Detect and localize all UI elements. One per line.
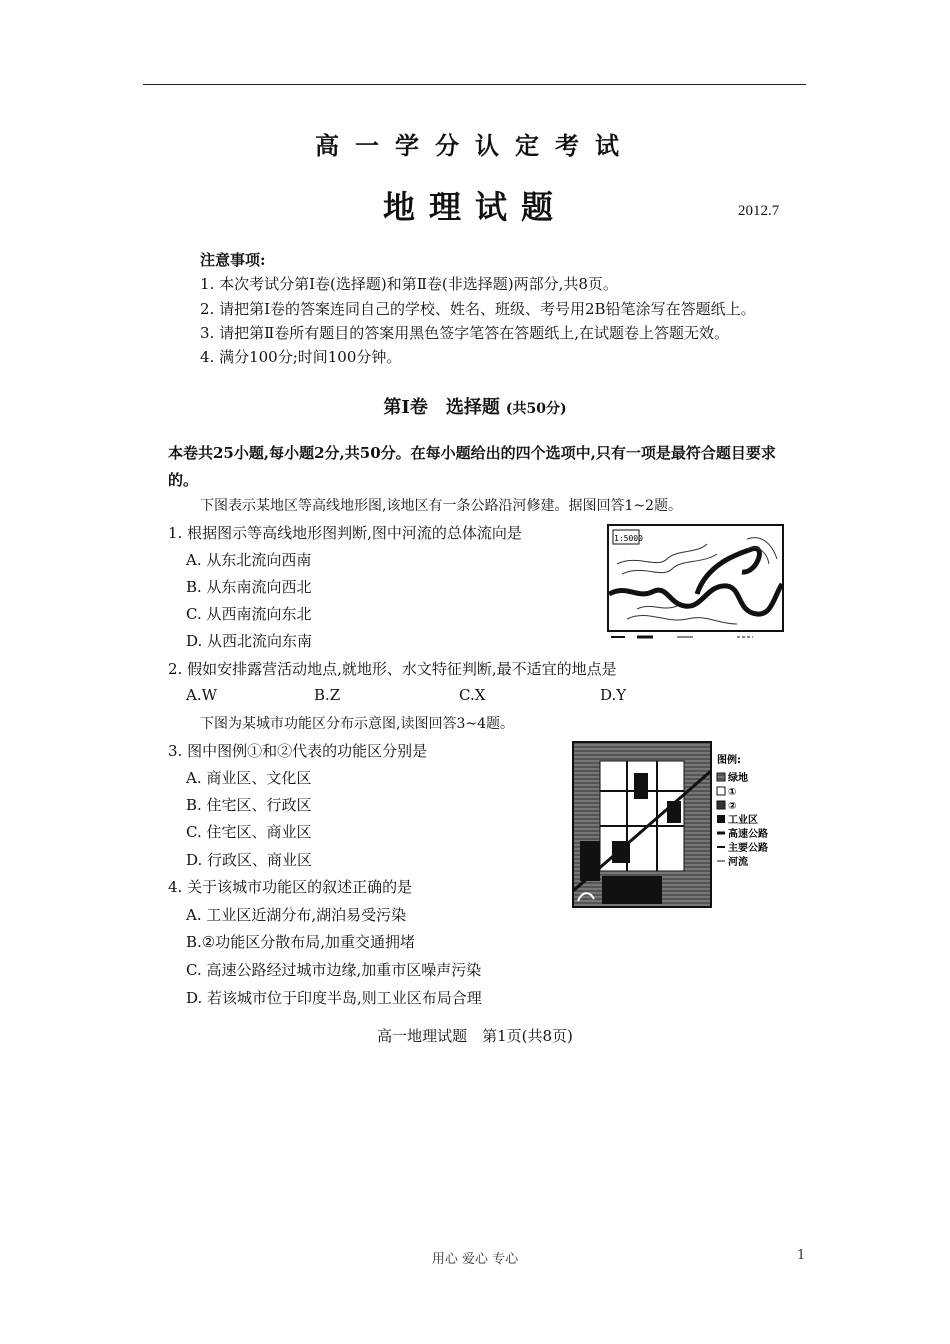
section-title: 第Ⅰ卷 选择题 (383, 397, 500, 418)
map-scale: 1:5000 (614, 534, 643, 543)
q4-option-c: C. 高速公路经过城市边缘,加重市区噪声污染 (186, 961, 482, 979)
group2-lead: 下图为某城市功能区分布示意图,读图回答3~4题。 (200, 716, 514, 732)
top-rule (143, 84, 806, 85)
question-4-stem: 4. 关于该城市功能区的叙述正确的是 (168, 878, 413, 896)
exam-title: 地理试题 (382, 188, 567, 226)
notice-item: 3. 请把第Ⅱ卷所有题目的答案用黑色签字笔答在答题纸上,在试题卷上答题无效。 (200, 324, 730, 342)
contour-map (607, 524, 784, 644)
exam-date: 2012.7 (738, 203, 780, 219)
legend-one: ① (728, 787, 737, 798)
q1-option-d: D. 从西北流向东南 (186, 632, 313, 650)
question-2-stem: 2. 假如安排露营活动地点,就地形、水文特征判断,最不适宜的地点是 (168, 660, 617, 678)
legend-industry: 工业区 (728, 815, 758, 826)
exam-subtitle: 高一学分认定考试 (315, 131, 635, 160)
q2-option-b: B.Z (314, 686, 341, 704)
page-footer: 高一地理试题 第1页(共8页) (377, 1027, 573, 1045)
q2-option-a: A.W (186, 686, 218, 704)
q1-option-b: B. 从东南流向西北 (186, 578, 312, 596)
group1-lead: 下图表示某地区等高线地形图,该地区有一条公路沿河修建。据图回答1~2题。 (200, 498, 682, 514)
page-number: 1 (797, 1248, 806, 1263)
question-3-stem: 3. 图中图例①和②代表的功能区分别是 (168, 742, 428, 760)
q4-option-b: B.②功能区分散布局,加重交通拥堵 (186, 933, 416, 951)
question-1-stem: 1. 根据图示等高线地形图判断,图中河流的总体流向是 (168, 524, 522, 542)
section-intro: 本卷共25小题,每小题2分,共50分。在每小题给出的四个选项中,只有一项是最符合题目要求的。 (168, 444, 776, 489)
q2-option-d: D.Y (600, 686, 627, 704)
notice-item: 2. 请把第Ⅰ卷的答案连同自己的学校、姓名、班级、考号用2B铅笔涂写在答题纸上。 (200, 300, 756, 318)
notice-heading: 注意事项: (200, 251, 266, 269)
legend-title: 图例: (717, 755, 741, 766)
bottom-note: 用心 爱心 专心 (431, 1252, 519, 1267)
section-heading (0, 393, 950, 419)
q4-option-a: A. 工业区近湖分布,湖泊易受污染 (186, 906, 407, 924)
q3-option-d: D. 行政区、商业区 (186, 851, 313, 869)
legend-green: 绿地 (728, 773, 748, 784)
q1-option-c: C. 从西南流向东北 (186, 605, 312, 623)
q3-option-b: B. 住宅区、行政区 (186, 796, 312, 814)
q1-option-a: A. 从东北流向西南 (186, 551, 312, 569)
q3-option-a: A. 商业区、文化区 (186, 769, 312, 787)
legend-two: ② (728, 801, 737, 812)
city-function-map (572, 741, 787, 908)
notice-item: 1. 本次考试分第Ⅰ卷(选择题)和第Ⅱ卷(非选择题)两部分,共8页。 (200, 275, 618, 293)
q2-option-c: C.X (459, 686, 486, 704)
q4-option-d: D. 若该城市位于印度半岛,则工业区布局合理 (186, 989, 482, 1007)
legend-river: 河流 (728, 857, 748, 868)
notice-item: 4. 满分100分;时间100分钟。 (200, 348, 402, 366)
q3-option-c: C. 住宅区、商业区 (186, 823, 312, 841)
legend-main-road: 主要公路 (728, 843, 768, 854)
legend-highway: 高速公路 (728, 829, 768, 840)
section-score: (共50分) (505, 401, 567, 417)
